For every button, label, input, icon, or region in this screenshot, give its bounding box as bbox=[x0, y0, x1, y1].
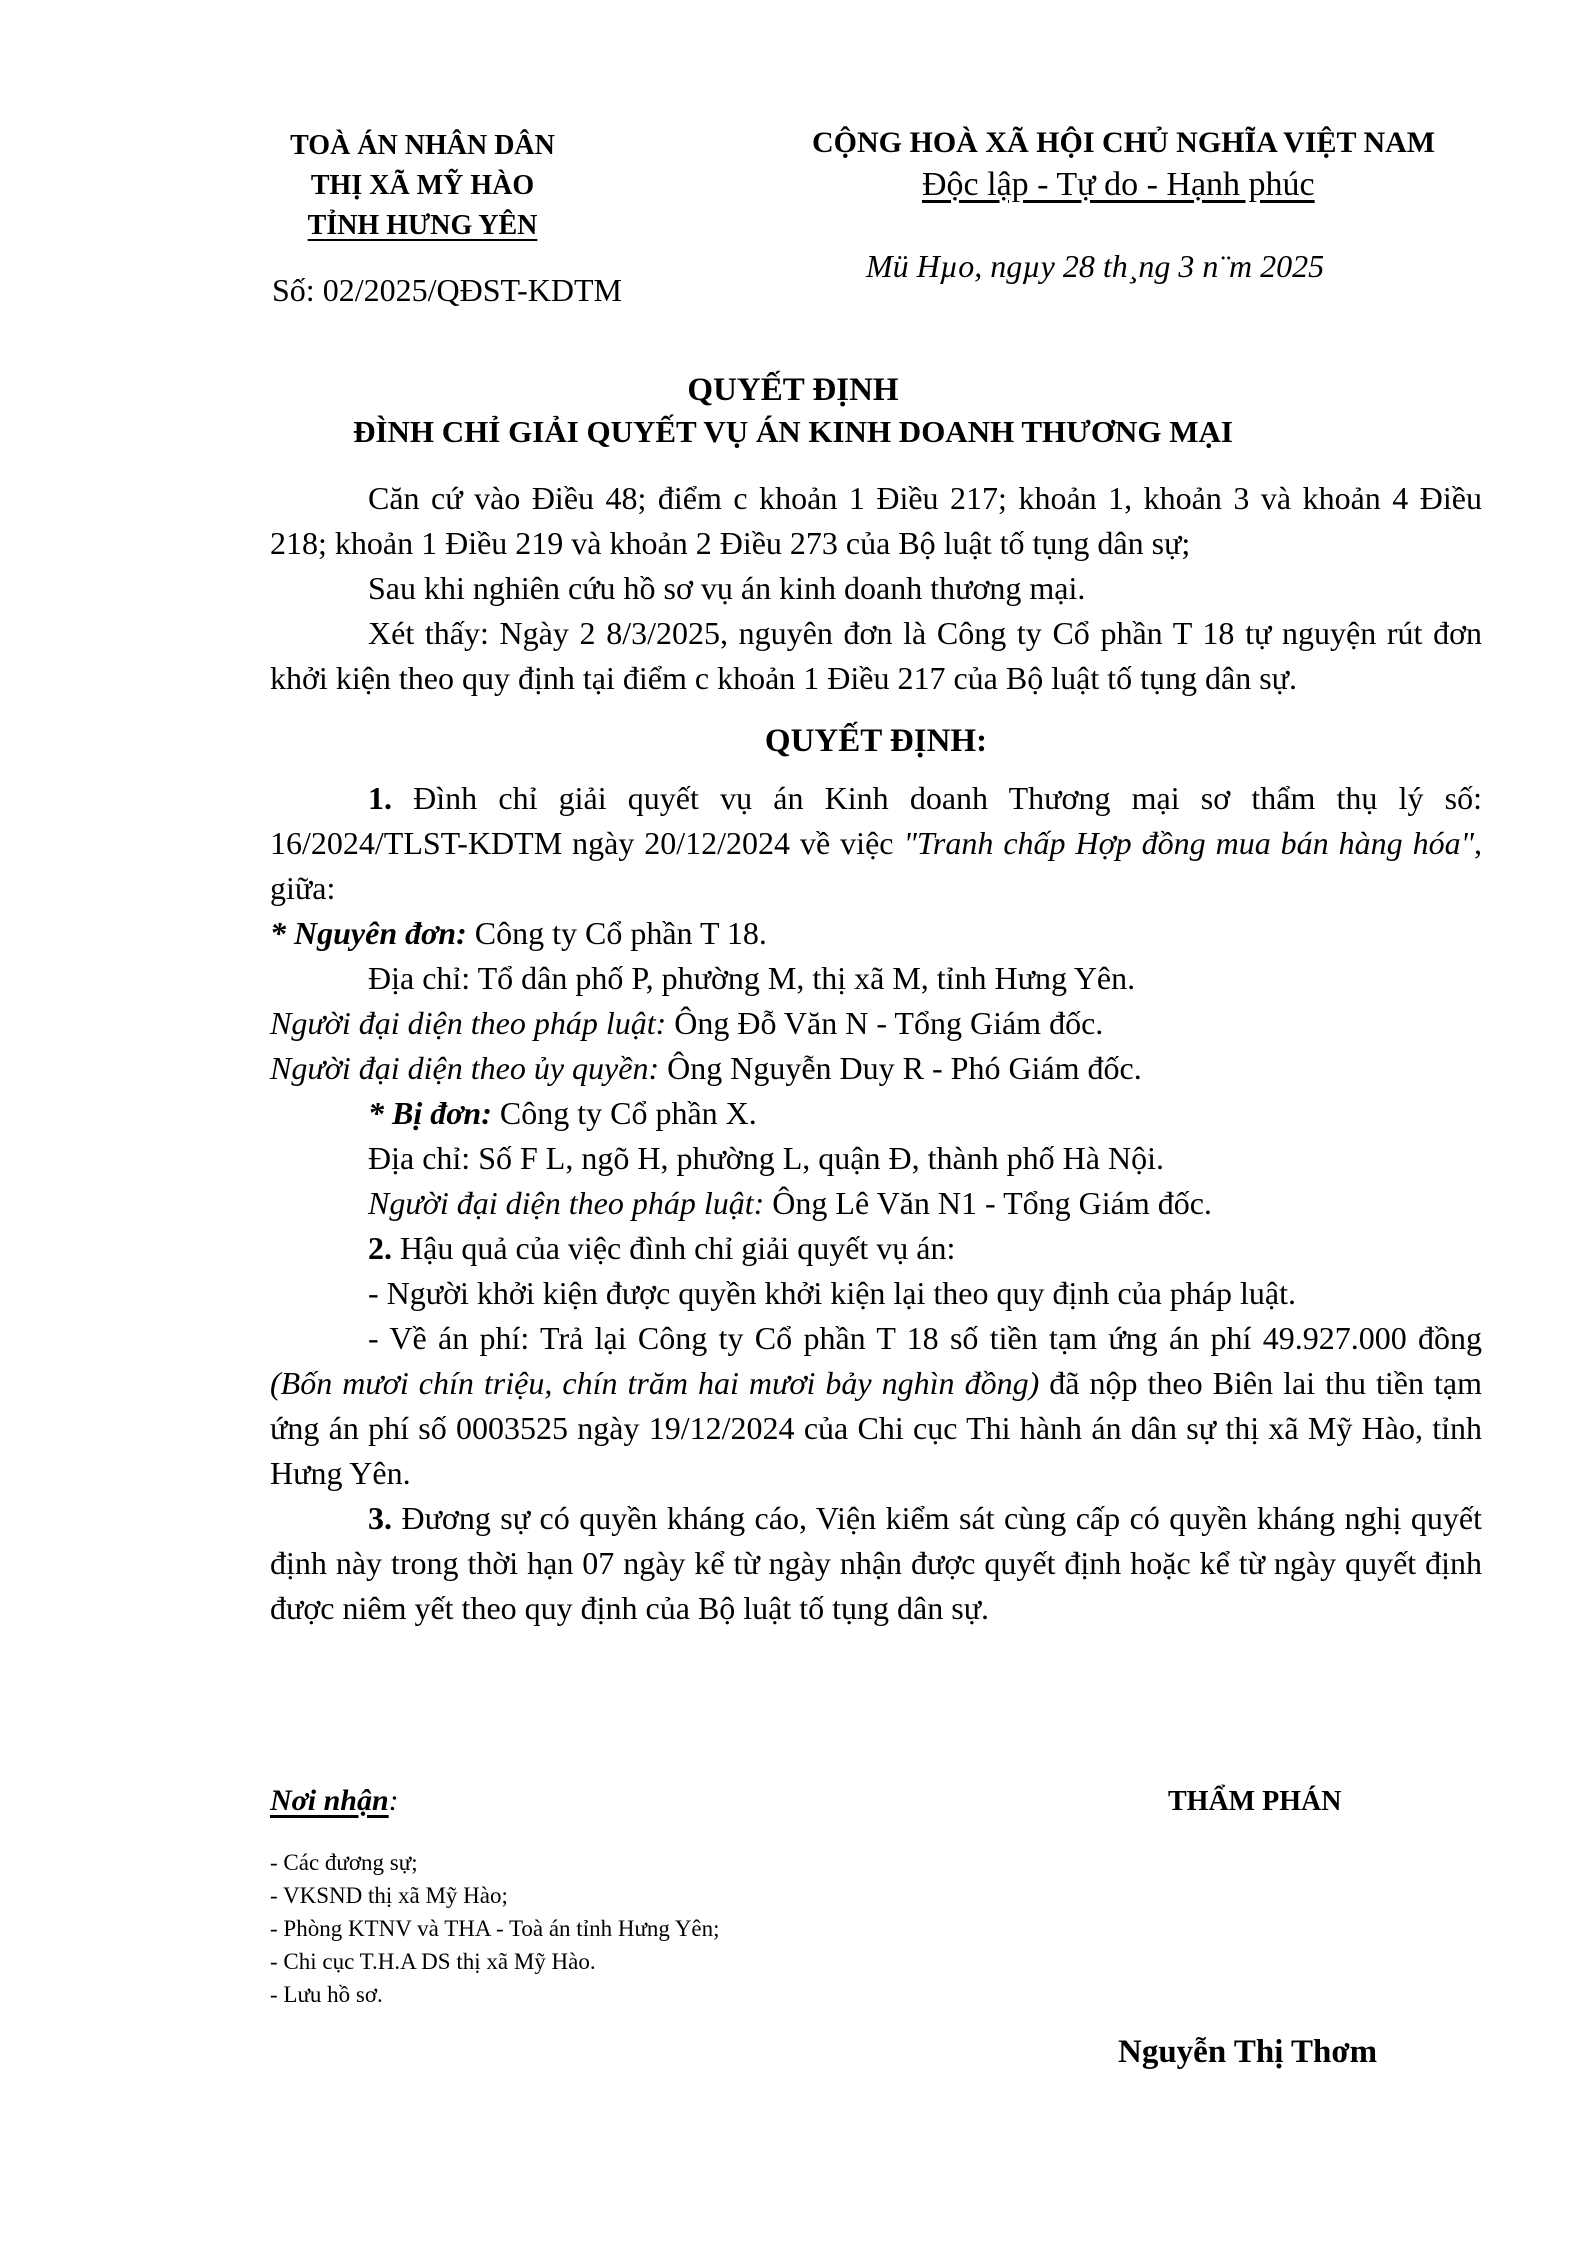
document-number: Số: 02/2025/QĐST-KDTM bbox=[272, 272, 622, 308]
recipients-list bbox=[270, 1846, 720, 2011]
recipients-colon: : bbox=[388, 1784, 399, 1817]
recipients-label bbox=[270, 1784, 399, 1818]
item-1-number: 1. bbox=[368, 780, 392, 816]
def-rep-label: Người đại diện theo pháp luật: bbox=[368, 1185, 765, 1221]
def-rep-name: Ông Lê Văn N1 - Tổng Giám đốc. bbox=[764, 1185, 1212, 1221]
plaintiff-auth-rep bbox=[270, 1046, 1482, 1091]
national-title: CỘNG HOÀ XÃ HỘI CHỦ NGHĨA VIỆT NAM bbox=[812, 126, 1436, 159]
recipients-label-text: Nơi nhận bbox=[270, 1784, 389, 1817]
recipient-item: - VKSND thị xã Mỹ Hào; bbox=[270, 1883, 508, 1908]
study-statement: Sau khi nghiên cứu hồ sơ vụ án kinh doanh thương mại. bbox=[368, 570, 1086, 606]
recipient-item: - Các đương sự; bbox=[270, 1850, 418, 1875]
fee-in-words: (Bốn mươi chín triệu, chín trăm hai mươi bảy nghìn đồng) bbox=[270, 1365, 1040, 1401]
item-3-text: Đương sự có quyền kháng cáo, Viện kiểm sát cùng cấp có quyền kháng nghị quyết định này trong thời hạn 07 ngày kể từ ngày nhận được quyết định hoặc kể từ ngày quyết định được niêm yết theo quy định của Bộ luật tố tụng dân sự. bbox=[270, 1500, 1482, 1626]
recipient-item: - Lưu hồ sơ. bbox=[270, 1982, 383, 2007]
signer-name: Nguyễn Thị Thơm bbox=[1118, 2034, 1378, 2070]
defendant-legal-rep bbox=[270, 1181, 1482, 1226]
fee-receipt: đã nộp theo Biên lai thu tiền tạm ứng án phí số 0003525 ngày 19/12/2024 của Chi cục Thi hành án dân sự thị xã Mỹ Hào, tỉnh Hưng Yên. bbox=[270, 1365, 1483, 1491]
national-motto: Độc lập - Tự do - Hạnh phúc bbox=[922, 166, 1315, 203]
court-line-3: TỈNH HƯNG YÊN bbox=[307, 210, 538, 241]
defendant-address: Địa chỉ: Số F L, ngõ H, phường L, quận Đ, thành phố Hà Nội. bbox=[368, 1140, 1164, 1176]
decision-subtitle: ĐÌNH CHỈ GIẢI QUYẾT VỤ ÁN KINH DOANH THƯƠNG MẠI bbox=[353, 414, 1233, 449]
court-line-2: THỊ XÃ MỸ HÀO bbox=[310, 170, 535, 201]
defendant-label: * Bị đơn: bbox=[368, 1095, 492, 1131]
plaintiff-address: Địa chỉ: Tổ dân phố P, phường M, thị xã M, tỉnh Hưng Yên. bbox=[368, 960, 1136, 996]
court-name bbox=[250, 126, 595, 246]
item-1 bbox=[270, 776, 1482, 911]
decision-title: QUYẾT ĐỊNH bbox=[687, 372, 899, 408]
item-2-text: Hậu quả của việc đình chỉ giải quyết vụ án: bbox=[392, 1230, 956, 1266]
auth-rep-label: Người đại diện theo ủy quyền: bbox=[270, 1050, 660, 1086]
fee-text: - Về án phí: Trả lại Công ty Cổ phần T 18 số tiền tạm ứng án phí 49.927.000 đồng bbox=[368, 1320, 1482, 1356]
item-1-text: Đình chỉ giải quyết vụ án Kinh doanh Thương mại sơ thẩm thụ lý số: 16/2024/TLST-KDTM ngày 20/12/2024 về việc bbox=[270, 780, 1482, 861]
legal-rep-name: Ông Đỗ Văn N - Tổng Giám đốc. bbox=[666, 1005, 1104, 1041]
auth-rep-name: Ông Nguyễn Duy R - Phó Giám đốc. bbox=[659, 1050, 1142, 1086]
plaintiff-label: * Nguyên đơn: bbox=[270, 915, 467, 951]
defendant-name: Công ty Cổ phần X. bbox=[491, 1095, 757, 1131]
item-1-tail: , giữa: bbox=[270, 825, 1483, 906]
defendant bbox=[270, 1091, 1482, 1136]
plaintiff bbox=[270, 911, 1482, 956]
item-2-number: 2. bbox=[368, 1230, 392, 1266]
decision-body bbox=[270, 476, 1482, 1631]
recipient-item: - Phòng KTNV và THA - Toà án tỉnh Hưng Yên; bbox=[270, 1916, 720, 1941]
item-2 bbox=[270, 1226, 1482, 1271]
item-2-bullet-1: - Người khởi kiện được quyền khởi kiện lại theo quy định của pháp luật. bbox=[368, 1275, 1296, 1311]
recipient-item: - Chi cục T.H.A DS thị xã Mỹ Hào. bbox=[270, 1949, 596, 1974]
finding-statement: Xét thấy: Ngày 2 8/3/2025, nguyên đơn là Công ty Cổ phần T 18 tự nguyện rút đơn khởi kiện theo quy định tại điểm c khoản 1 Điều 217 của Bộ luật tố tụng dân sự. bbox=[270, 615, 1482, 696]
item-3 bbox=[270, 1496, 1482, 1631]
plaintiff-legal-rep bbox=[270, 1001, 1482, 1046]
court-line-1: TOÀ ÁN NHÂN DÂN bbox=[290, 130, 555, 161]
case-name: "Tranh chấp Hợp đồng mua bán hàng hóa" bbox=[903, 825, 1475, 861]
decision-heading: QUYẾT ĐỊNH: bbox=[764, 723, 988, 759]
plaintiff-name: Công ty Cổ phần T 18. bbox=[466, 915, 767, 951]
item-3-number: 3. bbox=[368, 1500, 392, 1536]
legal-basis: Căn cứ vào Điều 48; điểm c khoản 1 Điều 217; khoản 1, khoản 3 và khoản 4 Điều 218; khoản 1 Điều 219 và khoản 2 Điều 273 của Bộ luật tố tụng dân sự; bbox=[270, 480, 1482, 561]
item-2-bullet-2 bbox=[270, 1316, 1482, 1496]
signer-role: THẨM PHÁN bbox=[1168, 1786, 1342, 1817]
place-date: Mü Hµo, ngµy 28 th¸ng 3 n¨m 2025 bbox=[866, 248, 1325, 284]
legal-rep-label: Người đại diện theo pháp luật: bbox=[270, 1005, 667, 1041]
